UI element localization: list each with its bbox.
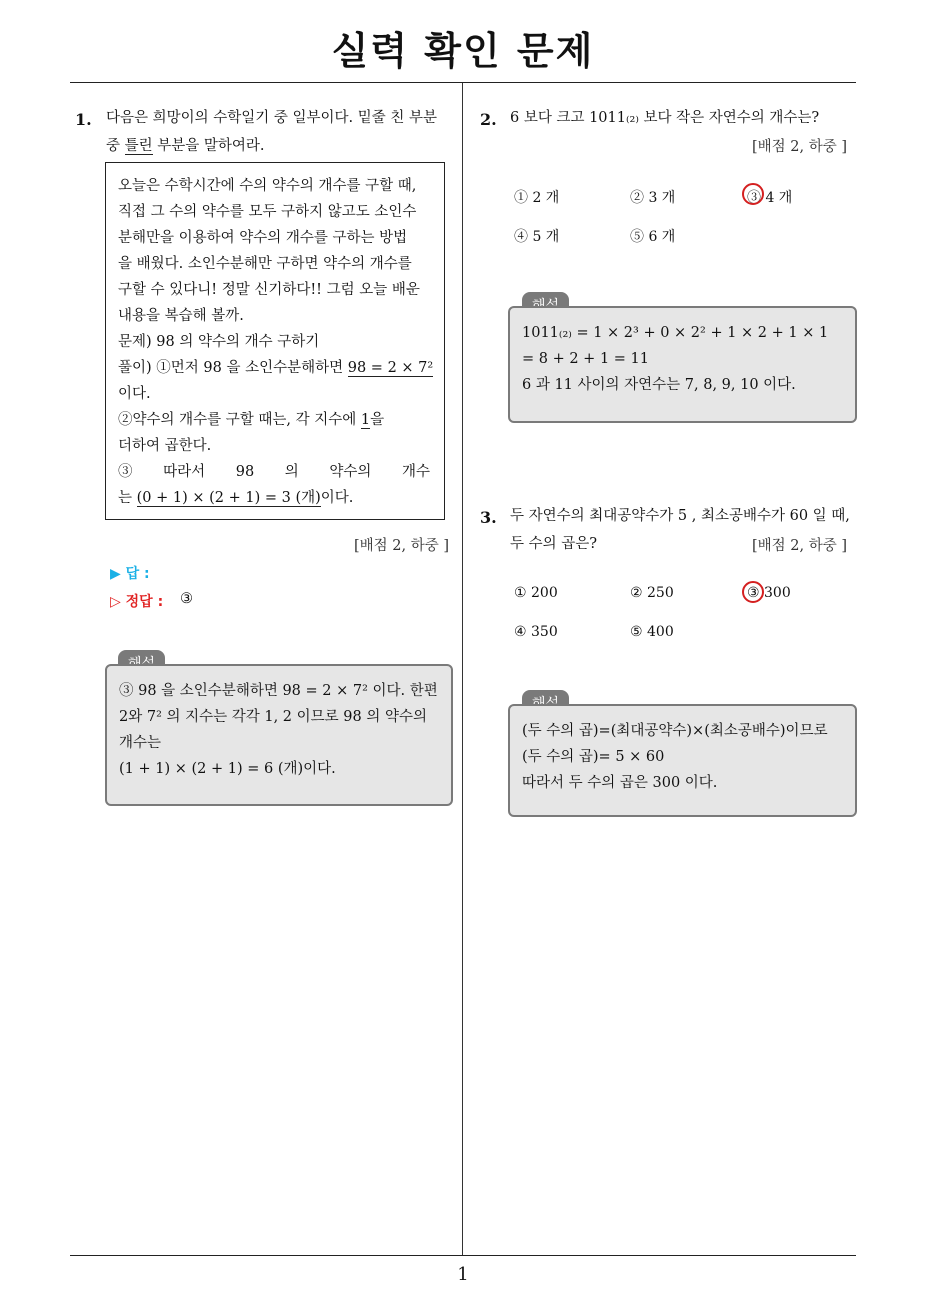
- q1-correct-label: ▷ 정답 :: [110, 594, 164, 610]
- q1-explanation-box: [105, 664, 453, 806]
- diary-line: 문제) 98 의 약수의 개수 구하기: [118, 334, 320, 350]
- diary-line: 풀이) ①먼저 98 을 소인수분해하면 98 = 2 × 7²: [118, 360, 434, 376]
- diary-line: 오늘은 수학시간에 수의 약수의 개수를 구할 때,: [118, 178, 417, 194]
- diary-line: 내용을 복습해 볼까.: [118, 308, 244, 324]
- q3-number: 3.: [480, 508, 497, 527]
- q3-correct-mark-icon: [742, 581, 764, 603]
- expl-line: 따라서 두 수의 곱은 300 이다.: [522, 775, 718, 791]
- q3-score: [배점 2, 하중 ]: [752, 538, 848, 554]
- q1-number: 1.: [75, 110, 92, 129]
- q3-choice-4[interactable]: ④ 350: [514, 624, 558, 640]
- page-number: 1: [457, 1264, 469, 1285]
- q2-choice-4[interactable]: ④ 5 개: [514, 229, 560, 245]
- column-divider: [462, 83, 463, 1255]
- q1-answer-label: ▶ 답 :: [110, 566, 150, 582]
- diary-line: 직접 그 수의 약수를 모두 구하지 않고도 소인수: [118, 204, 417, 220]
- q1-score: [배점 2, 하중 ]: [354, 538, 450, 554]
- diary-line: 분해만을 이용하여 약수의 개수를 구하는 방법: [118, 230, 408, 246]
- diary-underline-1: 98 = 2 × 7²: [347, 360, 434, 376]
- diary-line: 을 배웠다. 소인수분해만 구하면 약수의 개수를: [118, 256, 412, 272]
- q1-correct-value: ③: [180, 591, 193, 607]
- q2-score: [배점 2, 하중 ]: [752, 139, 848, 155]
- diary-underline-3: (0 + 1) × (2 + 1) = 3 (개): [136, 490, 321, 506]
- q3-choice-1[interactable]: ① 200: [514, 585, 558, 601]
- expl-line: 6 과 11 사이의 자연수는 7, 8, 9, 10 이다.: [522, 377, 796, 393]
- footer-rule: [70, 1255, 856, 1256]
- diary-line: ②약수의 개수를 구할 때는, 각 지수에 1을: [118, 412, 385, 428]
- expl-line: 1011₍₂₎ = 1 × 2³ + 0 × 2² + 1 × 2 + 1 × 1: [522, 325, 829, 341]
- expl-line: (1 + 1) × (2 + 1) = 6 (개)이다.: [119, 761, 336, 777]
- q1-stem-line1: 다음은 희망이의 수학일기 중 일부이다. 밑줄 친 부분: [106, 110, 438, 126]
- expl-line: ③ 98 을 소인수분해하면 98 = 2 × 7² 이다. 한편: [119, 683, 438, 699]
- q3-stem-line1: 두 자연수의 최대공약수가 5 , 최소공배수가 60 일 때,: [510, 508, 850, 524]
- q3-choice-3[interactable]: ③ 300: [747, 585, 791, 601]
- q2-choice-2[interactable]: ② 3 개: [630, 190, 676, 206]
- q3-choice-5[interactable]: ⑤ 400: [630, 624, 674, 640]
- expl-line: (두 수의 곱)= 5 × 60: [522, 749, 665, 765]
- diary-line: 는 (0 + 1) × (2 + 1) = 3 (개)이다.: [118, 490, 354, 506]
- expl-line: 2와 7² 의 지수는 각각 1, 2 이므로 98 의 약수의: [119, 709, 427, 725]
- q1-stem: [106, 104, 458, 160]
- diary-line: 구할 수 있다니! 정말 신기하다!! 그럼 오늘 배운: [118, 282, 420, 298]
- q1-stem-line2: 중 틀린 부분을 말하여라.: [106, 138, 265, 154]
- q3-choice-2[interactable]: ② 250: [630, 585, 674, 601]
- q2-stem: 6 보다 크고 1011₍₂₎ 보다 작은 자연수의 개수는?: [510, 110, 820, 126]
- q1-stem-underlined: 틀린: [124, 138, 153, 154]
- diary-line: 이다.: [118, 386, 151, 402]
- header-rule: [70, 82, 856, 83]
- q2-choice-1[interactable]: ① 2 개: [514, 190, 560, 206]
- page-title: 실력 확인 문제: [331, 29, 595, 73]
- q2-explanation-box: [508, 306, 857, 423]
- q2-choice-5[interactable]: ⑤ 6 개: [630, 229, 676, 245]
- diary-line: 더하여 곱한다.: [118, 438, 212, 454]
- expl-line: = 8 + 2 + 1 = 11: [522, 351, 649, 367]
- q3-explanation-box: [508, 704, 857, 817]
- q3-stem-line2: 두 수의 곱은?: [510, 536, 598, 552]
- diary-underline-2: 1: [360, 412, 371, 428]
- q2-number: 2.: [480, 110, 497, 129]
- expl-line: (두 수의 곱)=(최대공약수)×(최소공배수)이므로: [522, 723, 828, 739]
- q2-correct-mark-icon: [742, 183, 764, 205]
- expl-line: 개수는: [119, 735, 162, 751]
- q2-choice-3[interactable]: ③ 4 개: [747, 190, 793, 206]
- diary-line: ③ 따라서 98 의 약수의 개수: [118, 464, 431, 480]
- q1-diary-box: [105, 162, 445, 520]
